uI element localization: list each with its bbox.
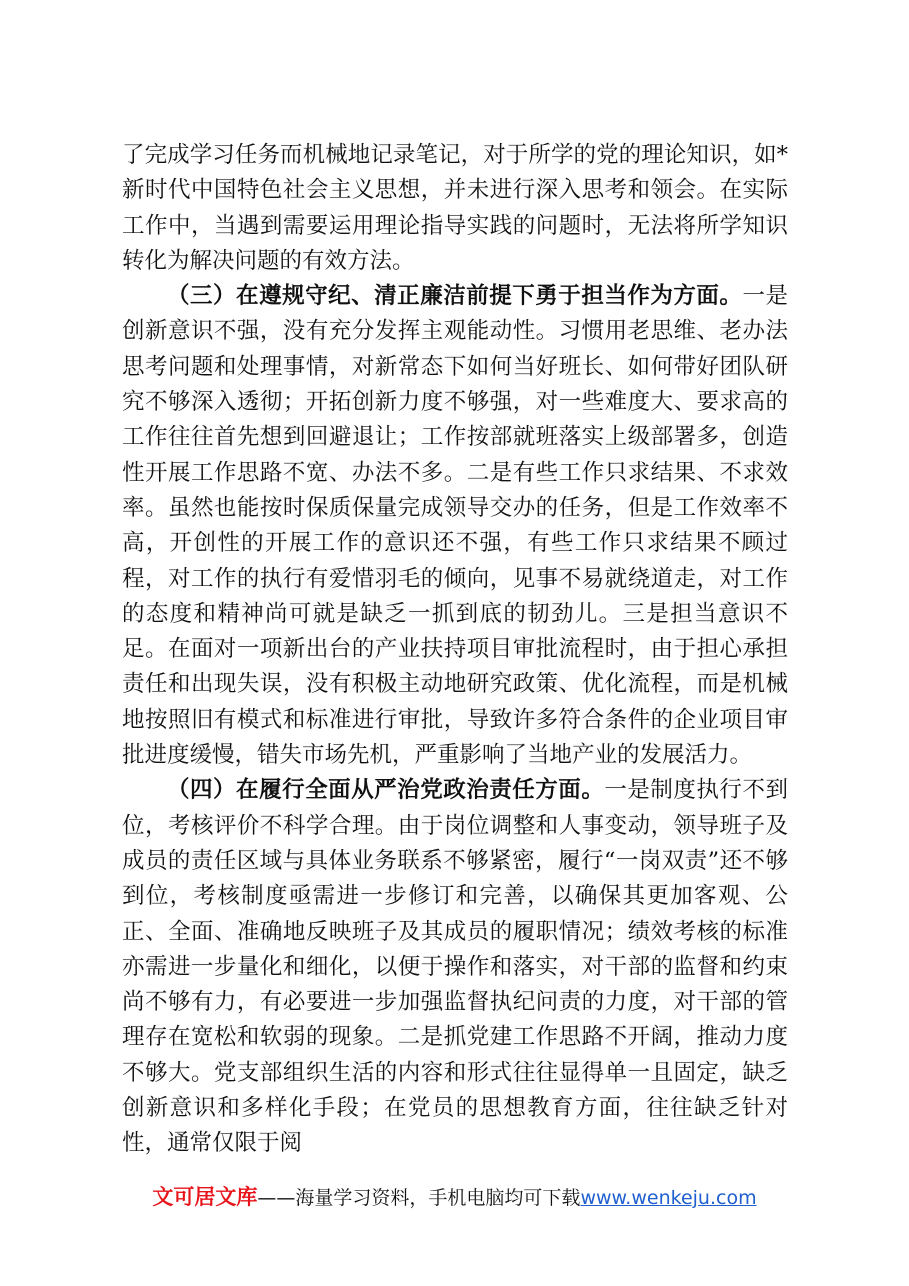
- paragraph-section-three: [122, 279, 788, 773]
- paragraph-text: 一是制度执行不到位，考核评价不科学合理。由于岗位调整和人事变动，领导班子及成员的责任区域与具体业务联系不够紧密，履行“一岗双责”还不够到位，考核制度亟需进一步修订和完善，以确保其更加客观、公正、全面、准确地反映班子及其成员的履职情况；绩效考核的标准亦需进一步量化和细化，以便于操作和落实，对干部的监督和约束尚不够有力，有必要进一步加强监督执纪问责的力度，对干部的管理存在宽松和软弱的现象。二是抓党建工作思路不开阔，推动力度不够大。党支部组织生活的内容和形式往往显得单一且固定，缺乏创新意识和多样化手段；在党员的思想教育方面，往往缺乏针对性，通常仅限于阅: [122, 777, 788, 1157]
- footer-banner: [0, 1183, 909, 1212]
- paragraph-continuation: [122, 138, 788, 279]
- footer-brand: 文可居文库: [152, 1185, 258, 1209]
- paragraph-text: 了完成学习任务而机械地记录笔记，对于所学的党的理论知识，如*新时代中国特色社会主义思想，并未进行深入思考和领会。在实际工作中，当遇到需要运用理论指导实践的问题时，无法将所学知识转化为解决问题的有效方法。: [122, 142, 788, 274]
- section-heading: （三）在遵规守纪、清正廉洁前提下勇于担当作为方面。: [167, 283, 743, 310]
- paragraph-section-four: [122, 773, 788, 1161]
- paragraph-text: 一是创新意识不强，没有充分发挥主观能动性。习惯用老思维、老办法思考问题和处理事情，对新常态下如何当好班长、如何带好团队研究不够深入透彻；开拓创新力度不够强，对一些难度大、要求高的工作往往首先想到回避退让；工作按部就班落实上级部署多，创造性开展工作思路不宽、办法不多。二是有些工作只求结果、不求效率。虽然也能按时保质保量完成领导交办的任务，但是工作效率不高，开创性的开展工作的意识还不强，有些工作只求结果不顾过程，对工作的执行有爱惜羽毛的倾向，见事不易就绕道走，对工作的态度和精神尚可就是缺乏一抓到底的韧劲儿。三是担当意识不足。在面对一项新出台的产业扶持项目审批流程时，由于担心承担责任和出现失误，没有积极主动地研究政策、优化流程，而是机械地按照旧有模式和标准进行审批，导致许多符合条件的企业项目审批进度缓慢，错失市场先机，严重影响了当地产业的发展活力。: [122, 283, 788, 769]
- footer-url-link[interactable]: www.wenkeju.com: [580, 1187, 757, 1209]
- footer-tagline: ——海量学习资料，手机电脑均可下载: [257, 1187, 581, 1209]
- document-body: [122, 138, 788, 1162]
- section-heading: （四）在履行全面从严治党政治责任方面。: [167, 777, 605, 804]
